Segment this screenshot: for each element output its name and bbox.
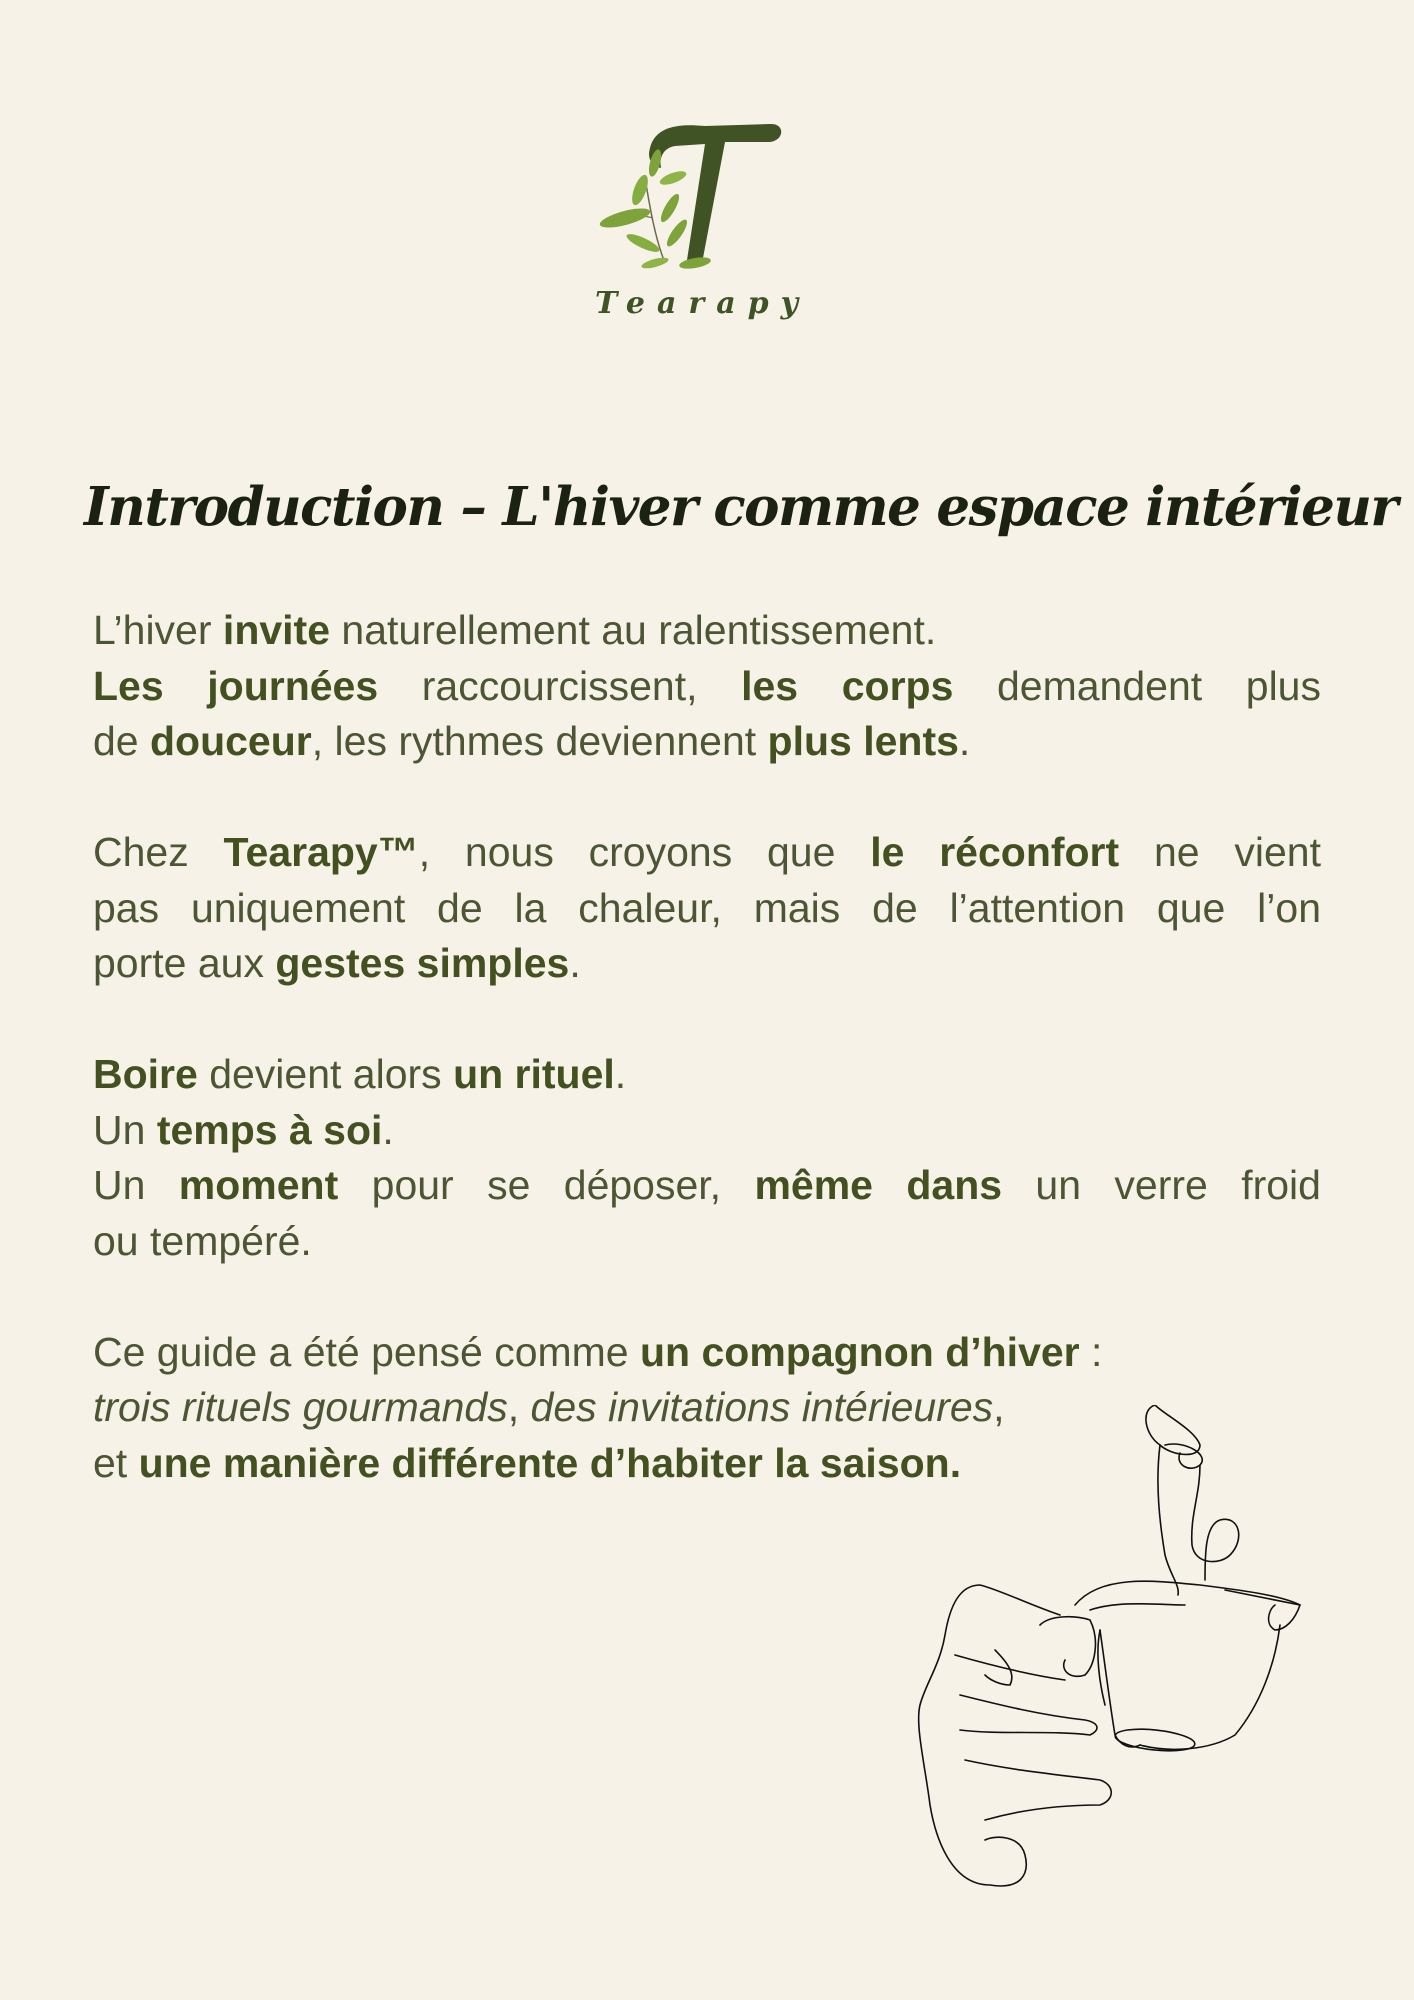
text-line [93,1047,1321,1103]
text-run: demandent plus [953,662,1321,709]
text-run: pour se déposer, [338,1162,755,1208]
text-line [93,1103,1321,1159]
emphasis-text: Tearapy™ [223,829,419,875]
text-run: . [569,940,581,986]
emphasis-text: même dans [754,1162,1003,1208]
tea-leaf-t-logo-icon [595,118,805,288]
emphasis-text: Les journées [93,662,379,709]
text-run: , les rythmes deviennent [311,718,768,764]
paragraph [93,1047,1321,1269]
text-line [93,1214,1321,1270]
text-run: Un [93,1162,179,1208]
text-run: , [993,1384,1005,1430]
text-run: ne vient [1119,829,1321,875]
text-run: pas uniquement de la chaleur, mais de l’attention que l’on [93,884,1321,931]
emphasis-text: le réconfort [870,829,1120,875]
text-run: devient alors [197,1051,454,1097]
text-line [93,659,1321,715]
paragraph [93,603,1321,770]
emphasis-text: un rituel [453,1051,615,1097]
text-run: naturellement au ralentissement. [330,607,937,653]
text-run: . [958,718,971,764]
text-run: de [93,718,150,764]
emphasis-text: les corps [741,662,954,709]
text-line [93,936,1321,992]
emphasis-text: moment [178,1162,339,1208]
text-run: . [614,1051,627,1097]
emphasis-text: plus lents [767,718,959,764]
text-run: Chez [93,829,224,875]
emphasis-text: gestes simples [275,940,570,986]
text-run: raccourcissent, [378,662,742,709]
brand-name: Tearapy [595,286,811,321]
text-line [93,825,1321,881]
paragraph [93,825,1321,992]
text-run: , [507,1384,531,1430]
text-run: et [93,1439,139,1486]
text-run: Un [93,1106,157,1153]
text-run: , nous croyons que [418,829,871,875]
italic-text: trois rituels gourmands [93,1384,508,1430]
emphasis-text: douceur [150,718,312,764]
text-run: . [382,1106,394,1153]
italic-text: des invitations intérieures [530,1384,994,1430]
emphasis-text: temps à soi [156,1106,383,1153]
text-run: Ce guide a été pensé comme [93,1328,640,1375]
page-title: Introduction – L'hiver comme espace intérieur [84,476,1397,538]
text-line [93,714,1321,770]
emphasis-text: une manière différente d’habiter la saison. [138,1439,962,1486]
text-run: ou tempéré. [93,1217,312,1264]
text-line [93,1158,1321,1214]
brand-logo [595,118,811,338]
text-run: un verre froid [1002,1162,1321,1208]
text-line [93,1325,1321,1381]
text-line [93,603,1321,659]
emphasis-text: invite [222,607,331,653]
hand-holding-cup-line-art-icon [900,1405,1330,1905]
emphasis-text: un compagnon d’hiver [640,1328,1080,1375]
text-line [93,881,1321,937]
text-run: porte aux [93,940,276,986]
text-run: : [1079,1328,1103,1375]
text-run: L’hiver [93,607,223,653]
emphasis-text: Boire [93,1051,198,1097]
